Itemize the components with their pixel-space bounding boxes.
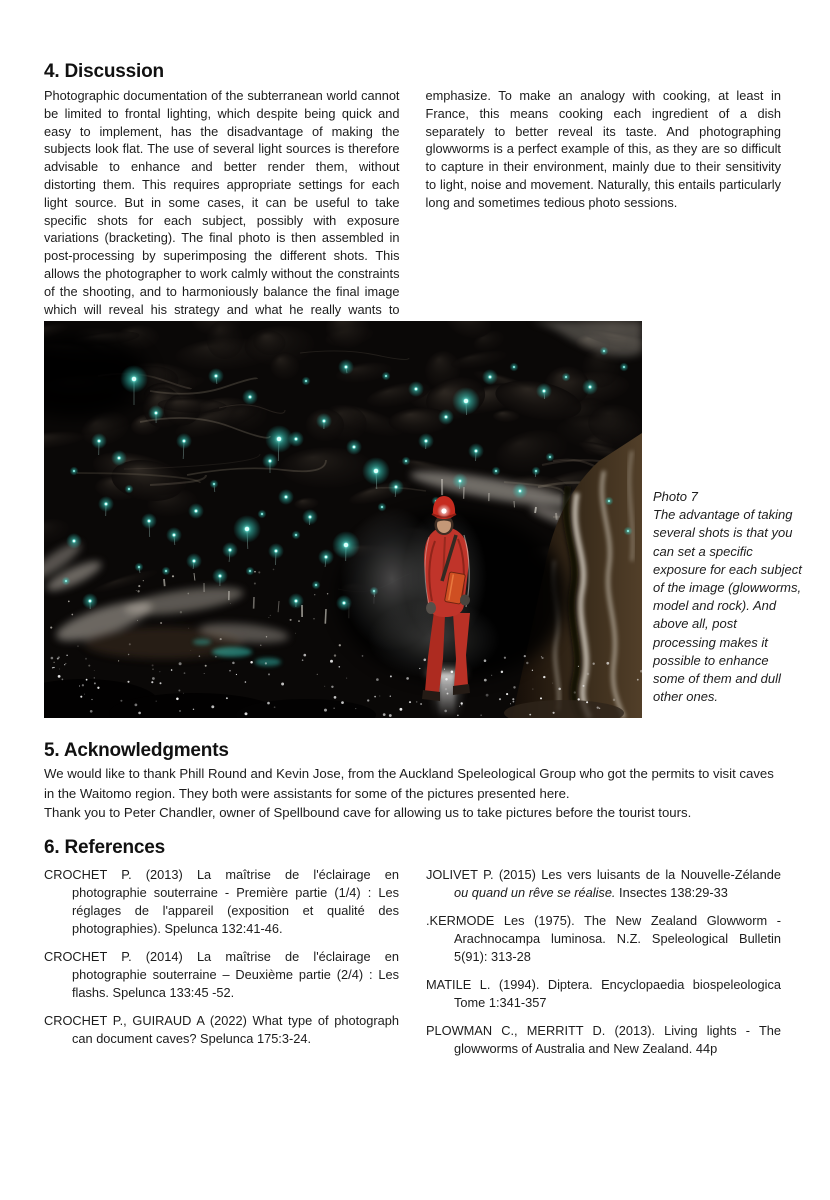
reference-entry: CROCHET P., GUIRAUD A (2022) What type of photograph can document caves? Spelunca 175:3-24. <box>44 1013 399 1046</box>
reference-entry: CROCHET P. (2013) La maîtrise de l'éclairage en photographie souterraine - Première partie (1/4) : Les réglages de l'appareil (exposition et qualité des photographies). Spelunca 132:41-46. <box>44 867 399 936</box>
references-left-column <box>44 866 399 1068</box>
reference-entry: .KERMODE Les (1975). The New Zealand Glowworm - Arachnocampa luminosa. N.Z. Speleological Bulletin 5(91): 313-28 <box>426 913 781 964</box>
acknowledgments-text <box>44 764 786 823</box>
reference-entry: MATILE L. (1994). Diptera. Encyclopaedia biospeleologica Tome 1:341-357 <box>426 977 781 1010</box>
discussion-text: Photographic documentation of the subterranean world cannot be limited to frontal lighting, which despite being quick and easy to implement, has the disadvantage of making the subjects look flat. The use of several light sources is therefore advisable to enhance and better render them, without distorting them. This requires appropriate settings for each light source. But in some cases, it can be useful to take specific shots for each subject, possibly with exposure variations (bracketing). The final photo is then assembled in post-processing by superimposing the different shots. This allows the photographer to work calmly without the constraints of the shooting, and to harmoniously balance the final image which will reveal his strategy and what he really wants to emphasize. To make an analogy with cooking, at least in France, this means cooking each ingredient of a dish separately to better reveal its taste. And photographing glowworms is a perfect example of this, as they are so difficult to capture in their environment, mainly due to their sensitivity to light, noise and movement. Naturally, this entails particularly long and sometimes tedious photo sessions. <box>44 88 781 317</box>
reference-entry <box>426 866 781 902</box>
acknowledgments-heading: 5. Acknowledgments <box>44 740 229 761</box>
references-right-column <box>426 866 781 1068</box>
reference-text: JOLIVET P. (2015) Les vers luisants de la Nouvelle-Zélande <box>426 867 781 882</box>
reference-entry: CROCHET P. (2014) La maîtrise de l'éclairage en photographie souterraine – Deuxième partie (2/4) : Les flashs. Spelunca 133:45 -52. <box>44 949 399 1000</box>
photo-caption-text: The advantage of taking several shots is that you can set a specific exposure for each subject of the image (glowworms, model and rock). And above all, post processing makes it possible to enhance some of them and dull other ones. <box>653 507 802 705</box>
reference-italic-text: ou quand un rêve se réalise. <box>454 885 616 900</box>
headlamp <box>441 508 446 513</box>
cave-photo-figure <box>44 321 642 718</box>
acknowledgments-line: We would like to thank Phill Round and Kevin Jose, from the Auckland Speleological Group who got the permits to visit caves in the Waitomo region. They both were assistants for some of the pictures presented here. <box>44 766 774 801</box>
reference-entry: PLOWMAN C., MERRITT D. (2013). Living lights - The glowworms of Australia and New Zealand. 44p <box>426 1023 781 1056</box>
reference-text: Insectes 138:29-33 <box>615 885 728 900</box>
photo-caption-title: Photo 7 <box>653 489 698 504</box>
references-heading: 6. References <box>44 837 165 858</box>
cave-photo <box>44 321 642 718</box>
references-section <box>44 866 781 1068</box>
discussion-heading: 4. Discussion <box>44 61 164 82</box>
acknowledgments-line: Thank you to Peter Chandler, owner of Spellbound cave for allowing us to take pictures before the tourist tours. <box>44 805 692 821</box>
photo-caption <box>653 488 803 706</box>
